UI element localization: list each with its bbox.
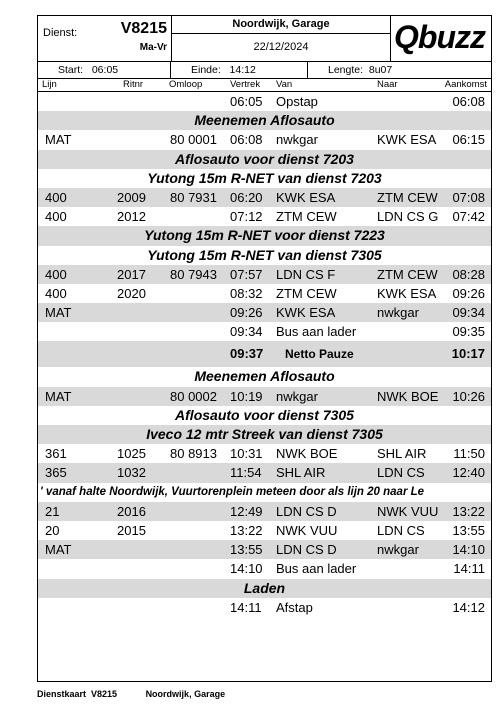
brand-block bbox=[391, 16, 491, 61]
cell-naar: nwkgar bbox=[377, 305, 419, 321]
footer-location: Noordwijk, Garage bbox=[145, 689, 226, 699]
cell-van: KWK ESA bbox=[276, 189, 336, 205]
cell-naar: ZTM CEW bbox=[377, 189, 438, 205]
cell-aankomst: 09:34 bbox=[452, 305, 485, 321]
qbuzz-logo: Qbuzz bbox=[394, 19, 485, 55]
cell-lijn: MAT bbox=[45, 305, 72, 321]
cell-vertrek: 14:10 bbox=[230, 561, 263, 577]
cell-van: NWK BOE bbox=[276, 446, 338, 462]
cell-aankomst: 09:26 bbox=[452, 285, 485, 301]
cell-naar: KWK ESA bbox=[377, 132, 437, 148]
dienst-block bbox=[38, 16, 172, 61]
cell-van: ZTM CEW bbox=[276, 285, 337, 301]
section-heading: Laden bbox=[38, 579, 491, 598]
cell-vertrek: 07:57 bbox=[230, 266, 263, 282]
cell-lijn: 21 bbox=[45, 503, 60, 519]
section-heading: Yutong 15m R-NET van dienst 7203 bbox=[147, 169, 382, 186]
cell-van: Afstap bbox=[276, 599, 313, 615]
cell-aankomst: 06:08 bbox=[452, 94, 485, 109]
cell-vertrek: 11:54 bbox=[230, 465, 262, 481]
cell-van: Opstap bbox=[276, 94, 318, 109]
cell-van: LDN CS D bbox=[276, 542, 337, 558]
col-omloop: Omloop bbox=[169, 79, 203, 90]
cell-vertrek: 13:55 bbox=[230, 542, 263, 558]
cell-naar: NWK VUU bbox=[377, 503, 439, 519]
trip-row bbox=[38, 463, 491, 482]
trip-row bbox=[38, 540, 491, 559]
cell-omloop: 80 8913 bbox=[170, 446, 217, 462]
header bbox=[38, 16, 491, 62]
cell-van: Bus aan lader bbox=[276, 561, 357, 577]
cell-aankomst: 10:26 bbox=[452, 388, 485, 404]
col-vertrek: Vertrek bbox=[230, 79, 261, 90]
cell-ritnr: 1025 bbox=[117, 446, 146, 462]
trip-row bbox=[38, 284, 491, 303]
schedule-rows bbox=[38, 92, 491, 617]
cell-naar: KWK ESA bbox=[377, 285, 437, 301]
trip-row bbox=[38, 502, 491, 521]
cell-aankomst: 07:08 bbox=[452, 189, 485, 205]
cell-van: Bus aan lader bbox=[276, 324, 357, 340]
dienstkaart-sheet bbox=[37, 15, 492, 682]
section-heading: Meenemen Aflosauto bbox=[38, 111, 491, 130]
cell-aankomst: 13:22 bbox=[452, 503, 485, 519]
footer bbox=[37, 689, 251, 699]
cell-ritnr: 2017 bbox=[117, 266, 146, 282]
cell-van: KWK ESA bbox=[276, 305, 336, 321]
cell-lijn: MAT bbox=[45, 388, 72, 404]
trip-row bbox=[38, 130, 491, 149]
cell-naar: LDN CS bbox=[377, 522, 425, 538]
trip-row bbox=[38, 92, 491, 111]
cell-ritnr: 1032 bbox=[117, 465, 146, 481]
trip-row bbox=[38, 521, 491, 540]
cell-aankomst: 14:12 bbox=[452, 599, 485, 615]
cell-vertrek: 06:08 bbox=[230, 132, 263, 148]
cell-vertrek: 09:26 bbox=[230, 305, 263, 321]
cell-aankomst: 06:15 bbox=[452, 132, 485, 148]
cell-aankomst: 10:17 bbox=[451, 346, 485, 362]
cell-omloop: 80 7943 bbox=[170, 266, 217, 282]
cell-lijn: 400 bbox=[45, 209, 67, 225]
cell-naar: LDN CS bbox=[377, 465, 425, 481]
note-banner: ' vanaf halte Noordwijk, Vuurtorenplein meteen door als lijn 20 naar Le bbox=[40, 485, 425, 498]
cell-vertrek: 08:32 bbox=[230, 285, 263, 301]
trip-row bbox=[38, 303, 491, 322]
trip-row bbox=[38, 265, 491, 284]
cell-vertrek: 13:22 bbox=[230, 522, 263, 538]
cell-lijn: 400 bbox=[45, 189, 67, 205]
cell-omloop: 80 0002 bbox=[170, 388, 217, 404]
location: Noordwijk, Garage bbox=[172, 16, 390, 34]
dienst-label: Dienst: bbox=[43, 27, 78, 39]
col-naar: Naar bbox=[377, 79, 398, 90]
cell-naar: NWK BOE bbox=[377, 388, 439, 404]
end-time: Einde: 14:12 bbox=[171, 62, 308, 78]
cell-van: NWK VUU bbox=[276, 522, 338, 538]
cell-naar: nwkgar bbox=[377, 542, 419, 558]
cell-van: ZTM CEW bbox=[276, 209, 337, 225]
col-aankomst: Aankomst bbox=[444, 79, 487, 90]
cell-lijn: 365 bbox=[45, 465, 67, 481]
dienst-days: Ma-Vr bbox=[139, 42, 167, 53]
cell-van: SHL AIR bbox=[276, 465, 326, 481]
cell-van: nwkgar bbox=[276, 132, 318, 148]
trip-row bbox=[38, 188, 491, 207]
trip-row bbox=[38, 598, 491, 617]
column-header bbox=[38, 79, 491, 92]
trip-row bbox=[38, 322, 491, 341]
date: 22/12/2024 bbox=[253, 41, 309, 53]
cell-vertrek: 14:11 bbox=[230, 599, 262, 615]
cell-lijn: MAT bbox=[45, 132, 72, 148]
section-heading: Aflosauto voor dienst 7305 bbox=[175, 406, 354, 423]
section-heading: Meenemen Aflosauto bbox=[194, 368, 335, 385]
cell-omloop: 80 7931 bbox=[170, 189, 217, 205]
cell-lijn: 361 bbox=[45, 446, 67, 462]
col-ritnr: Ritnr bbox=[123, 79, 144, 90]
cell-aankomst: 11:50 bbox=[453, 446, 485, 462]
cell-aankomst: 13:55 bbox=[452, 522, 485, 538]
cell-ritnr: 2020 bbox=[117, 285, 146, 301]
cell-vertrek: 12:49 bbox=[230, 503, 263, 519]
cell-aankomst: 08:28 bbox=[452, 266, 485, 282]
cell-aankomst: 12:40 bbox=[452, 465, 485, 481]
cell-lijn: MAT bbox=[45, 542, 72, 558]
cell-lijn: 400 bbox=[45, 266, 67, 282]
cell-van: nwkgar bbox=[276, 388, 318, 404]
section-heading: Yutong 15m R-NET van dienst 7305 bbox=[147, 246, 382, 263]
trip-row bbox=[38, 207, 491, 226]
cell-ritnr: 2012 bbox=[117, 209, 146, 225]
cell-vertrek: 09:34 bbox=[230, 324, 263, 340]
cell-vertrek: 10:19 bbox=[230, 388, 263, 404]
trip-row bbox=[38, 559, 491, 578]
location-date-block bbox=[172, 16, 391, 61]
cell-vertrek: 07:12 bbox=[230, 209, 263, 225]
start-time: Start: 06:05 bbox=[38, 62, 171, 78]
pause-row bbox=[38, 341, 491, 367]
cell-naar: LDN CS G bbox=[377, 209, 439, 225]
section-heading: Iveco 12 mtr Streek van dienst 7305 bbox=[38, 425, 491, 444]
duration: Lengte: 8u07 bbox=[328, 64, 393, 76]
trip-row bbox=[38, 387, 491, 406]
footer-card: Dienstkaart V8215 bbox=[37, 689, 118, 699]
cell-naar: ZTM CEW bbox=[377, 266, 438, 282]
col-lijn: Lijn bbox=[42, 79, 57, 90]
dienst-code: V8215 bbox=[120, 20, 167, 37]
cell-omloop: 80 0001 bbox=[170, 132, 217, 148]
cell-van: LDN CS F bbox=[276, 266, 336, 282]
cell-aankomst: 07:42 bbox=[452, 209, 485, 225]
cell-van: Netto Pauze bbox=[285, 347, 354, 362]
cell-lijn: 400 bbox=[45, 285, 67, 301]
cell-vertrek: 06:05 bbox=[230, 94, 263, 109]
summary-bar bbox=[38, 62, 491, 79]
trip-row bbox=[38, 444, 491, 463]
cell-lijn: 20 bbox=[45, 522, 60, 538]
section-heading: Aflosauto voor dienst 7203 bbox=[38, 150, 491, 169]
cell-ritnr: 2016 bbox=[117, 503, 146, 519]
cell-vertrek: 06:20 bbox=[230, 189, 263, 205]
cell-vertrek: 09:37 bbox=[230, 346, 264, 362]
cell-ritnr: 2015 bbox=[117, 522, 146, 538]
cell-naar: SHL AIR bbox=[377, 446, 427, 462]
section-heading: Yutong 15m R-NET voor dienst 7223 bbox=[38, 226, 491, 245]
cell-van: LDN CS D bbox=[276, 503, 337, 519]
cell-aankomst: 14:10 bbox=[452, 542, 485, 558]
col-van: Van bbox=[276, 79, 293, 90]
cell-aankomst: 14:11 bbox=[453, 561, 485, 577]
cell-aankomst: 09:35 bbox=[452, 324, 485, 340]
cell-ritnr: 2009 bbox=[117, 189, 146, 205]
cell-vertrek: 10:31 bbox=[230, 446, 263, 462]
